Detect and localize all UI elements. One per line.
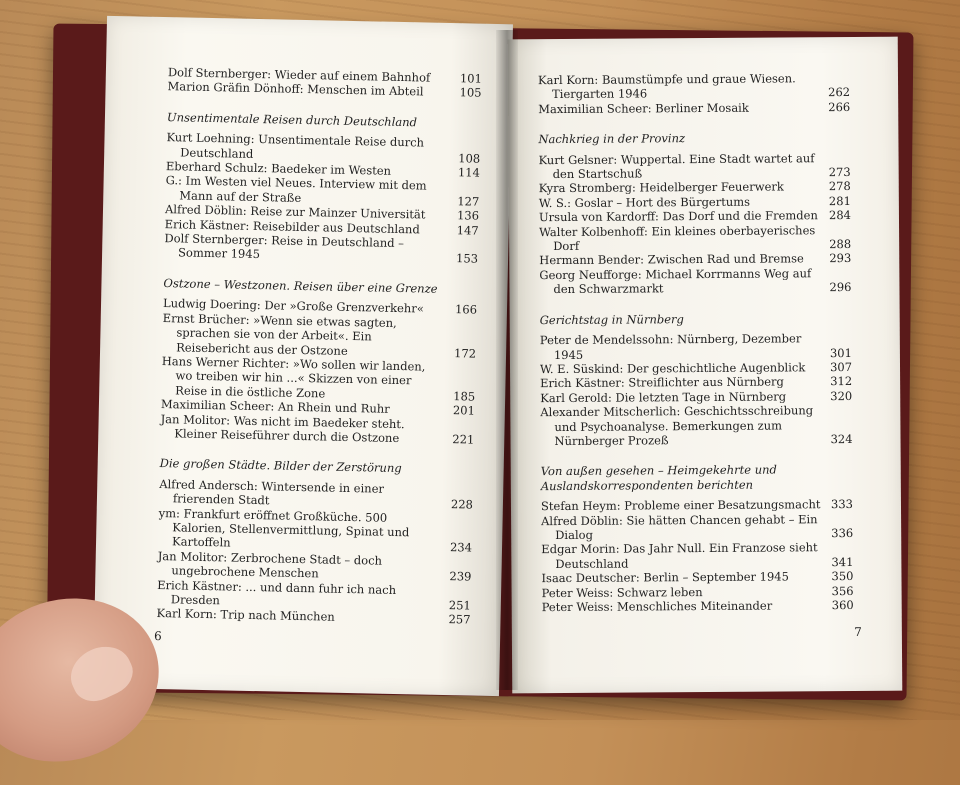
toc-entry-title: Edgar Morin: Das Jahr Null. Ein Franzose sieht Deutschland (541, 540, 818, 571)
toc-entry-page: 185 (453, 388, 476, 404)
toc-entry-title: Hermann Bender: Zwischen Rad und Bremse (539, 251, 804, 268)
toc-entry-title: W. E. Süskind: Der geschichtliche Augenblick (539, 360, 806, 377)
toc-entry-title: ym: Frankfurt eröffnet Großküche. 500 Kalorien, Stellenvermittlung, Spinat und Kartoffeln (158, 505, 410, 550)
toc-entry-page: 350 (831, 569, 854, 584)
toc-entry-title: Isaac Deutscher: Berlin – September 1945 (541, 569, 789, 586)
toc-entry-page: 172 (454, 345, 477, 361)
toc-entry-page: 288 (829, 237, 852, 252)
toc-entry-page: 108 (458, 150, 481, 166)
toc-entry-page: 356 (831, 583, 854, 598)
toc-entry (540, 403, 852, 448)
toc-entry-page: 281 (828, 193, 851, 208)
toc-entry-page: 251 (448, 598, 471, 613)
toc-entry (160, 412, 475, 447)
toc-entry-page: 320 (830, 388, 853, 403)
left-page-toc (156, 65, 482, 627)
toc-entry-page: 239 (449, 569, 472, 584)
toc-entry-page: 301 (829, 345, 852, 360)
toc-entry-page: 257 (448, 612, 471, 627)
toc-entry-title: Walter Kolbenhoff: Ein kleines oberbayerisches Dorf (539, 222, 816, 254)
toc-entry-title: Erich Kästner: Streiflichter aus Nürnberg (540, 374, 784, 391)
toc-entry-title: Karl Gerold: Die letzten Tage in Nürnberg (540, 389, 787, 405)
toc-entry-page: 333 (830, 497, 854, 512)
toc-entry (541, 512, 853, 543)
toc-entry-page: 201 (452, 403, 476, 418)
toc-entry-page: 105 (459, 85, 482, 101)
toc-entry (538, 100, 850, 117)
toc-entry-page: 234 (449, 540, 473, 555)
right-page-toc (538, 71, 854, 615)
toc-entry-title: Ernst Brücher: »Wenn sie etwas sagten, sprachen sie von der Arbeit«. Ein Reisebericht aus der Ostzone (162, 310, 397, 358)
section-heading: Die großen Städte. Bilder der Zerstörung (159, 456, 402, 476)
toc-entry-page: 293 (829, 251, 852, 266)
right-page (508, 37, 903, 694)
toc-entry-page: 324 (830, 431, 853, 447)
toc-entry (539, 266, 851, 297)
toc-entry-title: Kurt Gelsner: Wuppertal. Eine Stadt wartet auf den Startschuß (538, 150, 815, 182)
toc-entry-title: G.: Im Westen viel Neues. Interview mit dem Mann auf der Straße (165, 173, 427, 205)
toc-entry-page: 166 (454, 302, 478, 317)
toc-entry (542, 598, 854, 615)
toc-entry-title: Kyra Stromberg: Heidelberger Feuerwerk (538, 179, 784, 196)
toc-entry-title: Stefan Heym: Probleme einer Besatzungsmacht (540, 497, 821, 514)
toc-entry-page: 228 (450, 497, 474, 512)
toc-entry-page: 266 (828, 99, 851, 114)
left-page-number: 6 (153, 628, 162, 644)
section-heading: Nachkrieg in der Provinz (538, 131, 686, 147)
toc-entry-title: Alexander Mitscherlich: Geschichtsschreibung und Psychoanalyse. Bemerkungen zum Nürnberger Prozeß (540, 403, 814, 448)
toc-entry-title: Jan Molitor: Was nicht im Baedeker steht. Kleiner Reiseführer durch die Ostzone (160, 411, 405, 445)
section-heading: Ostzone – Westzonen. Reisen über eine Grenze (163, 275, 438, 296)
toc-entry-title: Dolf Sternberger: Reise in Deutschland – Sommer 1945 (164, 231, 405, 262)
toc-entry-title: Alfred Döblin: Sie hätten Chancen gehabt – Ein Dialog (541, 511, 818, 543)
toc-entry-title: Georg Neufforge: Michael Korrmanns Weg auf den Schwarzmarkt (539, 266, 812, 297)
toc-entry-page: 136 (456, 208, 480, 223)
toc-entry (539, 151, 851, 182)
toc-entry (540, 331, 852, 362)
toc-entry-title: Maximilian Scheer: Berliner Mosaik (538, 100, 749, 116)
toc-entry-page: 278 (828, 179, 851, 194)
toc-entry-page: 147 (456, 222, 479, 238)
toc-entry-title: W. S.: Goslar – Hort des Bürgertums (538, 194, 751, 210)
toc-entry-page: 296 (829, 280, 852, 295)
toc-entry-title: Karl Korn: Baumstümpfe und graue Wiesen. Tiergarten 1946 (537, 71, 796, 102)
toc-entry-page: 307 (830, 359, 853, 375)
toc-entry-page: 341 (831, 554, 854, 569)
toc-entry-title: Kurt Loehning: Unsentimentale Reise durch Deutschland (166, 130, 425, 161)
toc-entry-title: Maximilian Scheer: An Rhein und Ruhr (160, 397, 390, 416)
toc-entry-title: Alfred Andersch: Wintersende in einer frierenden Stadt (159, 476, 385, 508)
toc-entry-page: 114 (457, 165, 481, 180)
toc-entry-page: 360 (831, 597, 854, 613)
toc-entry-page: 221 (452, 432, 475, 447)
toc-entry (539, 223, 851, 254)
toc-entry-page: 273 (828, 165, 851, 180)
toc-entry (158, 506, 473, 556)
toc-entry-page: 153 (455, 251, 479, 267)
toc-entry-page: 312 (830, 374, 853, 389)
toc-entry-title: Erich Kästner: Reisebilder aus Deutschland (164, 216, 420, 237)
toc-entry-title: Hans Werner Richter: »Wo sollen wir landen, wo treiben wir hin ...« Skizzen von einer Reise in die östliche Zone (161, 353, 426, 401)
toc-entry-title: Alfred Döblin: Reise zur Mainzer Universität (164, 202, 426, 222)
section-heading: Gerichtstag in Nürnberg (539, 311, 684, 327)
toc-entry-title: Ludwig Doering: Der »Große Grenzverkehr« (162, 296, 424, 316)
toc-entry-title: Erich Kästner: ... und dann fuhr ich nach Dresden (157, 577, 397, 608)
toc-entry (161, 354, 476, 404)
section-heading: Von außen gesehen – Heimgekehrte und Auslandskorrespondenten berichten (540, 462, 777, 493)
toc-entry-page: 127 (457, 194, 480, 209)
toc-entry-page: 101 (459, 71, 482, 86)
section-heading: Unsentimentale Reisen durch Deutschland (166, 109, 418, 130)
toc-entry-page: 262 (828, 85, 851, 100)
right-page-number: 7 (854, 624, 862, 639)
toc-entry-title: Jan Molitor: Zerbrochene Stadt – doch ungebrochene Menschen (157, 548, 383, 581)
toc-entry-title: Marion Gräfin Dönhoff: Menschen im Abteil (167, 79, 424, 99)
toc-entry-title: Peter Weiss: Schwarz leben (541, 584, 703, 600)
toc-entry (538, 71, 850, 102)
toc-entry (162, 311, 477, 361)
left-page (93, 16, 513, 696)
toc-entry (164, 231, 479, 266)
toc-entry-title: Ursula von Kardorff: Das Dorf und die Fremden (538, 208, 818, 225)
toc-entry (541, 540, 853, 571)
toc-entry-title: Dolf Sternberger: Wieder auf einem Bahnhof (167, 65, 431, 85)
toc-entry-title: Peter Weiss: Menschliches Miteinander (541, 598, 773, 615)
toc-entry-title: Eberhard Schulz: Baedeker im Westen (165, 159, 392, 178)
toc-entry-title: Peter de Mendelssohn: Nürnberg, Dezember 1945 (539, 331, 802, 362)
book-spine-gutter (496, 30, 518, 690)
toc-entry-page: 336 (831, 525, 854, 541)
toc-entry-page: 284 (828, 208, 852, 223)
toc-entry-title: Karl Korn: Trip nach München (156, 606, 335, 625)
